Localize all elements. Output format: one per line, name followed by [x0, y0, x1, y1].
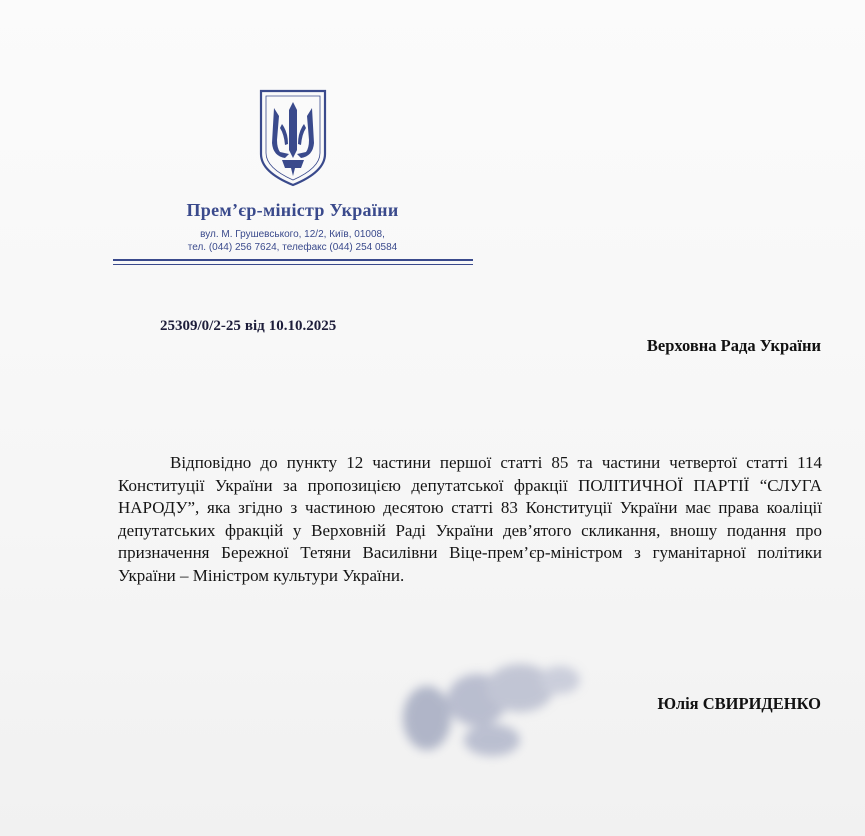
letterhead-divider-thick	[113, 259, 473, 261]
letterhead-contacts: тел. (044) 256 7624, телефакс (044) 254 0584	[187, 242, 398, 253]
letterhead-title: Прем’єр-міністр України	[186, 200, 399, 220]
signer-name: Юлія СВИРИДЕНКО	[657, 694, 821, 713]
reference-date-label: від	[244, 318, 265, 334]
trident-emblem-icon	[258, 88, 328, 188]
letterhead-address: вул. М. Грушевського, 12/2, Київ, 01008,	[200, 229, 385, 240]
reference-number: 25309/0/2-25	[160, 318, 241, 334]
letter-body: Відповідно до пункту 12 частини першої статті 85 та частини четвертої статті 114 Конституції України за пропозицією депутатської фракції ПОЛІТИЧНОЇ ПАРТІЇ “СЛУГА НАРОДУ”, яка згідно з частиною десятою статті 83 Конституції України має права коаліції депутатських фракцій у Верховній Раді України дев’ятого скликання, вношу подання про призначення Бережної Тетяни Василівни Віце-прем’єр-міністром з гуманітарної політики України – Міністром культури України.	[118, 453, 822, 585]
reference-line	[160, 318, 336, 335]
reference-date: 10.10.2025	[268, 318, 337, 334]
handwritten-signature	[392, 640, 592, 770]
addressee: Верховна Рада України	[646, 336, 821, 355]
letterhead-divider-thin	[113, 264, 473, 265]
